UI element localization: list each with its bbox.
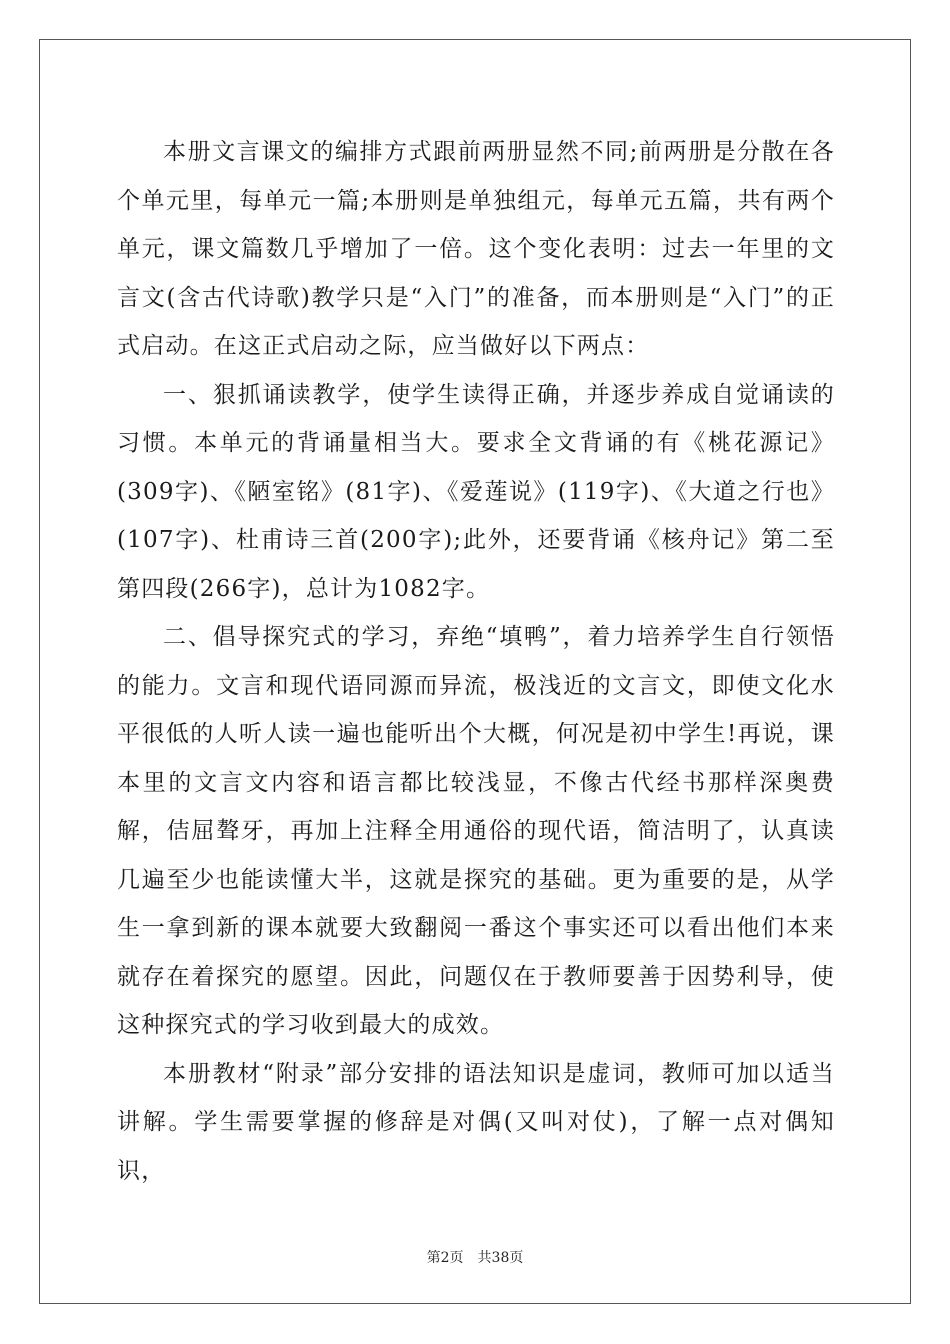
paragraph-3: 二、倡导探究式的学习，弃绝“填鸭”，着力培养学生自行领悟的能力。文言和现代语同源而异流，极浅近的文言文，即使文化水平很低的人听人读一遍也能听出个大概，何况是初中学生!再说，课本里的文言文内容和语言都比较浅显，不像古代经书那样深奥费解，佶屈聱牙，再加上注释全用通俗的现代语，简洁明了，认真读几遍至少也能读懂大半，这就是探究的基础。更为重要的是，从学生一拿到新的课本就要大致翻阅一番这个事实还可以看出他们本来就存在着探究的愿望。因此，问题仅在于教师要善于因势利导，使这种探究式的学习收到最大的成效。 [117,624,835,1038]
paragraph-4: 本册教材“附录”部分安排的语法知识是虚词，教师可加以适当讲解。学生需要掌握的修辞是对偶(又叫对仗)，了解一点对偶知识， [117,1060,835,1184]
page-number: 第2页 [426,1250,464,1266]
document-body [117,128,835,1195]
page-footer [0,1247,950,1267]
paragraph-2: 一、狠抓诵读教学，使学生读得正确，并逐步养成自觉诵读的习惯。本单元的背诵量相当大。要求全文背诵的有《桃花源记》(309字)、《陋室铭》(81字)、《爱莲说》(119字)、《大道之行也》(107字)、杜甫诗三首(200字);此外，还要背诵《核舟记》第二至第四段(266字)，总计为1082字。 [117,381,835,602]
page-total: 共38页 [477,1250,524,1266]
paragraph-1: 本册文言课文的编排方式跟前两册显然不同;前两册是分散在各个单元里，每单元一篇;本册则是单独组元，每单元五篇，共有两个单元，课文篇数几乎增加了一倍。这个变化表明：过去一年里的文言文(含古代诗歌)教学只是“入门”的准备，而本册则是“入门”的正式启动。在这正式启动之际，应当做好以下两点： [117,139,835,359]
